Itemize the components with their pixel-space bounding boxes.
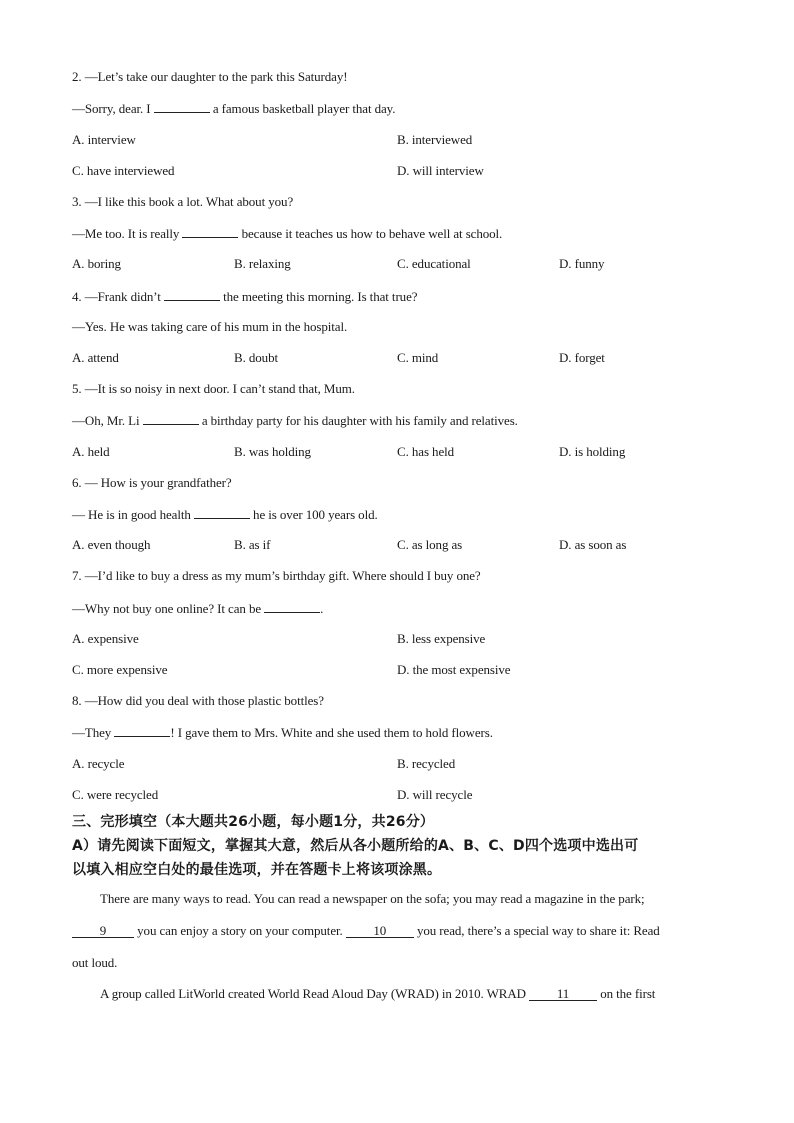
answer-blank (154, 100, 210, 113)
cloze-blank-9: 9 (72, 925, 134, 938)
option-c: C. has held (397, 444, 455, 459)
answer-blank (143, 412, 199, 425)
option-a: A. interview (72, 132, 136, 147)
answer-blank (264, 600, 320, 613)
question-4-reply: —Yes. He was taking care of his mum in the hospital. (72, 319, 348, 334)
answer-blank (114, 724, 170, 737)
option-c: C. more expensive (72, 662, 168, 677)
option-d: D. the most expensive (397, 662, 511, 677)
option-c: C. educational (397, 256, 471, 271)
answer-blank (182, 225, 238, 238)
option-a: A. boring (72, 256, 121, 271)
passage-line: A group called LitWorld created World Read Aloud Day (WRAD) in 2010. WRAD 11 on the first (100, 986, 656, 1001)
question-2-reply: —Sorry, dear. I a famous basketball player that day. (72, 101, 396, 116)
passage-line: There are many ways to read. You can read a newspaper on the sofa; you may read a magazine in the park; (100, 891, 645, 906)
option-b: B. interviewed (397, 132, 473, 147)
question-2-stem: 2. —Let’s take our daughter to the park this Saturday! (72, 69, 348, 84)
option-c: C. as long as (397, 537, 463, 552)
option-b: B. recycled (397, 756, 456, 771)
section-title: 三、完形填空（本大题共26小题，每小题1分，共26分） (72, 814, 435, 830)
option-b: B. was holding (234, 444, 311, 459)
option-c: C. have interviewed (72, 163, 175, 178)
option-d: D. will recycle (397, 787, 473, 802)
option-b: B. doubt (234, 350, 278, 365)
question-8-stem: 8. —How did you deal with those plastic bottles? (72, 693, 324, 708)
question-4-stem: 4. —Frank didn’t the meeting this morning. Is that true? (72, 289, 418, 304)
answer-blank (194, 506, 250, 519)
passage-line: out loud. (72, 955, 118, 970)
question-5-stem: 5. —It is so noisy in next door. I can’t stand that, Mum. (72, 381, 355, 396)
option-a: A. held (72, 444, 110, 459)
option-b: B. less expensive (397, 631, 486, 646)
question-6-reply: — He is in good health he is over 100 years old. (72, 507, 378, 522)
question-7-reply: —Why not buy one online? It can be . (72, 601, 324, 616)
option-d: D. funny (559, 256, 605, 271)
option-b: B. as if (234, 537, 271, 552)
option-c: C. were recycled (72, 787, 159, 802)
passage-line: 9 you can enjoy a story on your computer. 10 you read, there’s a special way to share it: Read (72, 923, 660, 939)
answer-blank (164, 288, 220, 301)
option-a: A. attend (72, 350, 119, 365)
question-5-reply: —Oh, Mr. Li a birthday party for his daughter with his family and relatives. (72, 413, 518, 428)
option-c: C. mind (397, 350, 439, 365)
option-d: D. forget (559, 350, 605, 365)
option-b: B. relaxing (234, 256, 291, 271)
cloze-blank-11: 11 (529, 988, 597, 1001)
section-instruction-line-1: A）请先阅读下面短文，掌握其大意，然后从各小题所给的A、B、C、D四个选项中选出可 (72, 838, 639, 854)
section-instruction-line-2: 以填入相应空白处的最佳选项，并在答题卡上将该项涂黑。 (72, 862, 442, 878)
option-d: D. as soon as (559, 537, 627, 552)
option-d: D. is holding (559, 444, 626, 459)
option-d: D. will interview (397, 163, 484, 178)
question-3-reply: —Me too. It is really because it teaches us how to behave well at school. (72, 226, 503, 241)
option-a: A. even though (72, 537, 151, 552)
option-a: A. recycle (72, 756, 125, 771)
question-6-stem: 6. — How is your grandfather? (72, 475, 232, 490)
question-7-stem: 7. —I’d like to buy a dress as my mum’s birthday gift. Where should I buy one? (72, 568, 481, 583)
question-3-stem: 3. —I like this book a lot. What about you? (72, 194, 294, 209)
cloze-blank-10: 10 (346, 925, 414, 938)
question-8-reply: —They ! I gave them to Mrs. White and she used them to hold flowers. (72, 725, 493, 740)
option-a: A. expensive (72, 631, 139, 646)
